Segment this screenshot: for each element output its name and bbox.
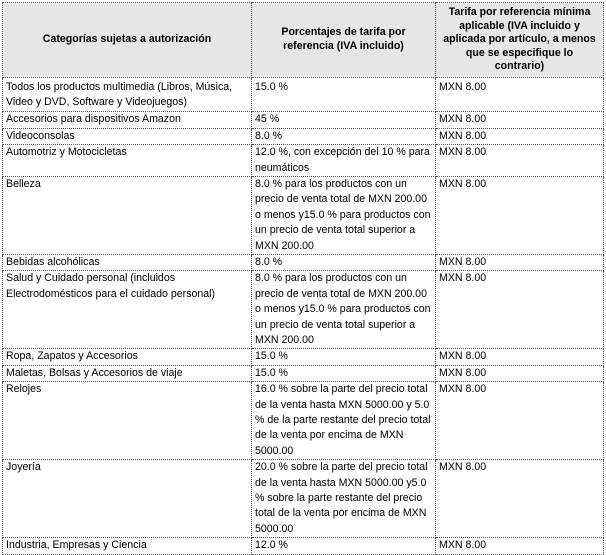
cell-rate: 16.0 % sobre la parte del precio total de la venta hasta MXN 5000.00 y 5.0 % de la parte restante del precio total de la venta por encima de MXN 5000.00 (252, 382, 436, 460)
table-row (3, 112, 604, 128)
cell-category: Automotriz y Motocicletas (3, 145, 252, 177)
cell-rate: 12.0 % (252, 538, 436, 554)
cell-min-fee: MXN 8.00 (436, 382, 604, 460)
cell-rate: 20.0 % sobre la parte del precio total de la venta hasta MXN 5000.00 y5.0 % sobre la parte restante del precio total de la venta por encima de MXN 5000.00 (252, 460, 436, 538)
cell-category: Industria, Empresas y Ciencia (3, 538, 252, 554)
table-row (3, 538, 604, 554)
cell-category: Videoconsolas (3, 128, 252, 144)
cell-rate: 12.0 %, con excepción del 10 % para neumáticos (252, 145, 436, 177)
cell-min-fee: MXN 8.00 (436, 271, 604, 349)
cell-rate: 15.0 % (252, 365, 436, 381)
cell-rate: 8.0 % para los productos con un precio de venta total de MXN 200.00 o menos y15.0 % para productos con un precio de venta total superior a MXN 200.00 (252, 176, 436, 254)
cell-rate: 8.0 % (252, 128, 436, 144)
cell-min-fee: MXN 8.00 (436, 128, 604, 144)
cell-rate: 15.0 % (252, 77, 436, 112)
header-rate: Porcentajes de tarifa por referencia (IVA incluido) (252, 3, 436, 78)
table-row (3, 128, 604, 144)
table-row (3, 271, 604, 349)
cell-min-fee: MXN 8.00 (436, 365, 604, 381)
cell-min-fee: MXN 8.00 (436, 460, 604, 538)
table-row (3, 365, 604, 381)
table-row (3, 145, 604, 177)
cell-min-fee: MXN 8.00 (436, 176, 604, 254)
table-row (3, 349, 604, 365)
table-row (3, 382, 604, 460)
cell-category: Joyería (3, 460, 252, 538)
header-category: Categorías sujetas a autorización (3, 3, 252, 78)
header-min-fee: Tarifa por referencia mínima aplicable (IVA incluido y aplicada por artículo, a menos que se especifique lo contrario) (436, 3, 604, 78)
cell-min-fee: MXN 8.00 (436, 349, 604, 365)
cell-min-fee: MXN 8.00 (436, 145, 604, 177)
cell-rate: 15.0 % (252, 349, 436, 365)
cell-rate: 45 % (252, 112, 436, 128)
cell-category: Belleza (3, 176, 252, 254)
cell-category: Accesorios para dispositivos Amazon (3, 112, 252, 128)
table-header-row (3, 3, 604, 78)
cell-category: Maletas, Bolsas y Accesorios de viaje (3, 365, 252, 381)
table-row (3, 176, 604, 254)
cell-category: Todos los productos multimedia (Libros, Música, Video y DVD, Software y Videojuegos) (3, 77, 252, 112)
cell-min-fee: MXN 8.00 (436, 112, 604, 128)
cell-rate: 8.0 % (252, 254, 436, 270)
table-row (3, 77, 604, 112)
table-row (3, 460, 604, 538)
cell-category: Ropa, Zapatos y Accesorios (3, 349, 252, 365)
cell-min-fee: MXN 8.00 (436, 77, 604, 112)
cell-category: Relojes (3, 382, 252, 460)
referral-fees-table (2, 2, 604, 555)
cell-min-fee: MXN 8.00 (436, 538, 604, 554)
table-row (3, 254, 604, 270)
cell-category: Salud y Cuidado personal (incluidos Electrodomésticos para el cuidado personal) (3, 271, 252, 349)
cell-rate: 8.0 % para los productos con un precio de venta total de MXN 200.00 o menos y15.0 % para productos con un precio de venta total superior a MXN 200.00 (252, 271, 436, 349)
cell-min-fee: MXN 8.00 (436, 254, 604, 270)
cell-category: Bebidas alcohólicas (3, 254, 252, 270)
